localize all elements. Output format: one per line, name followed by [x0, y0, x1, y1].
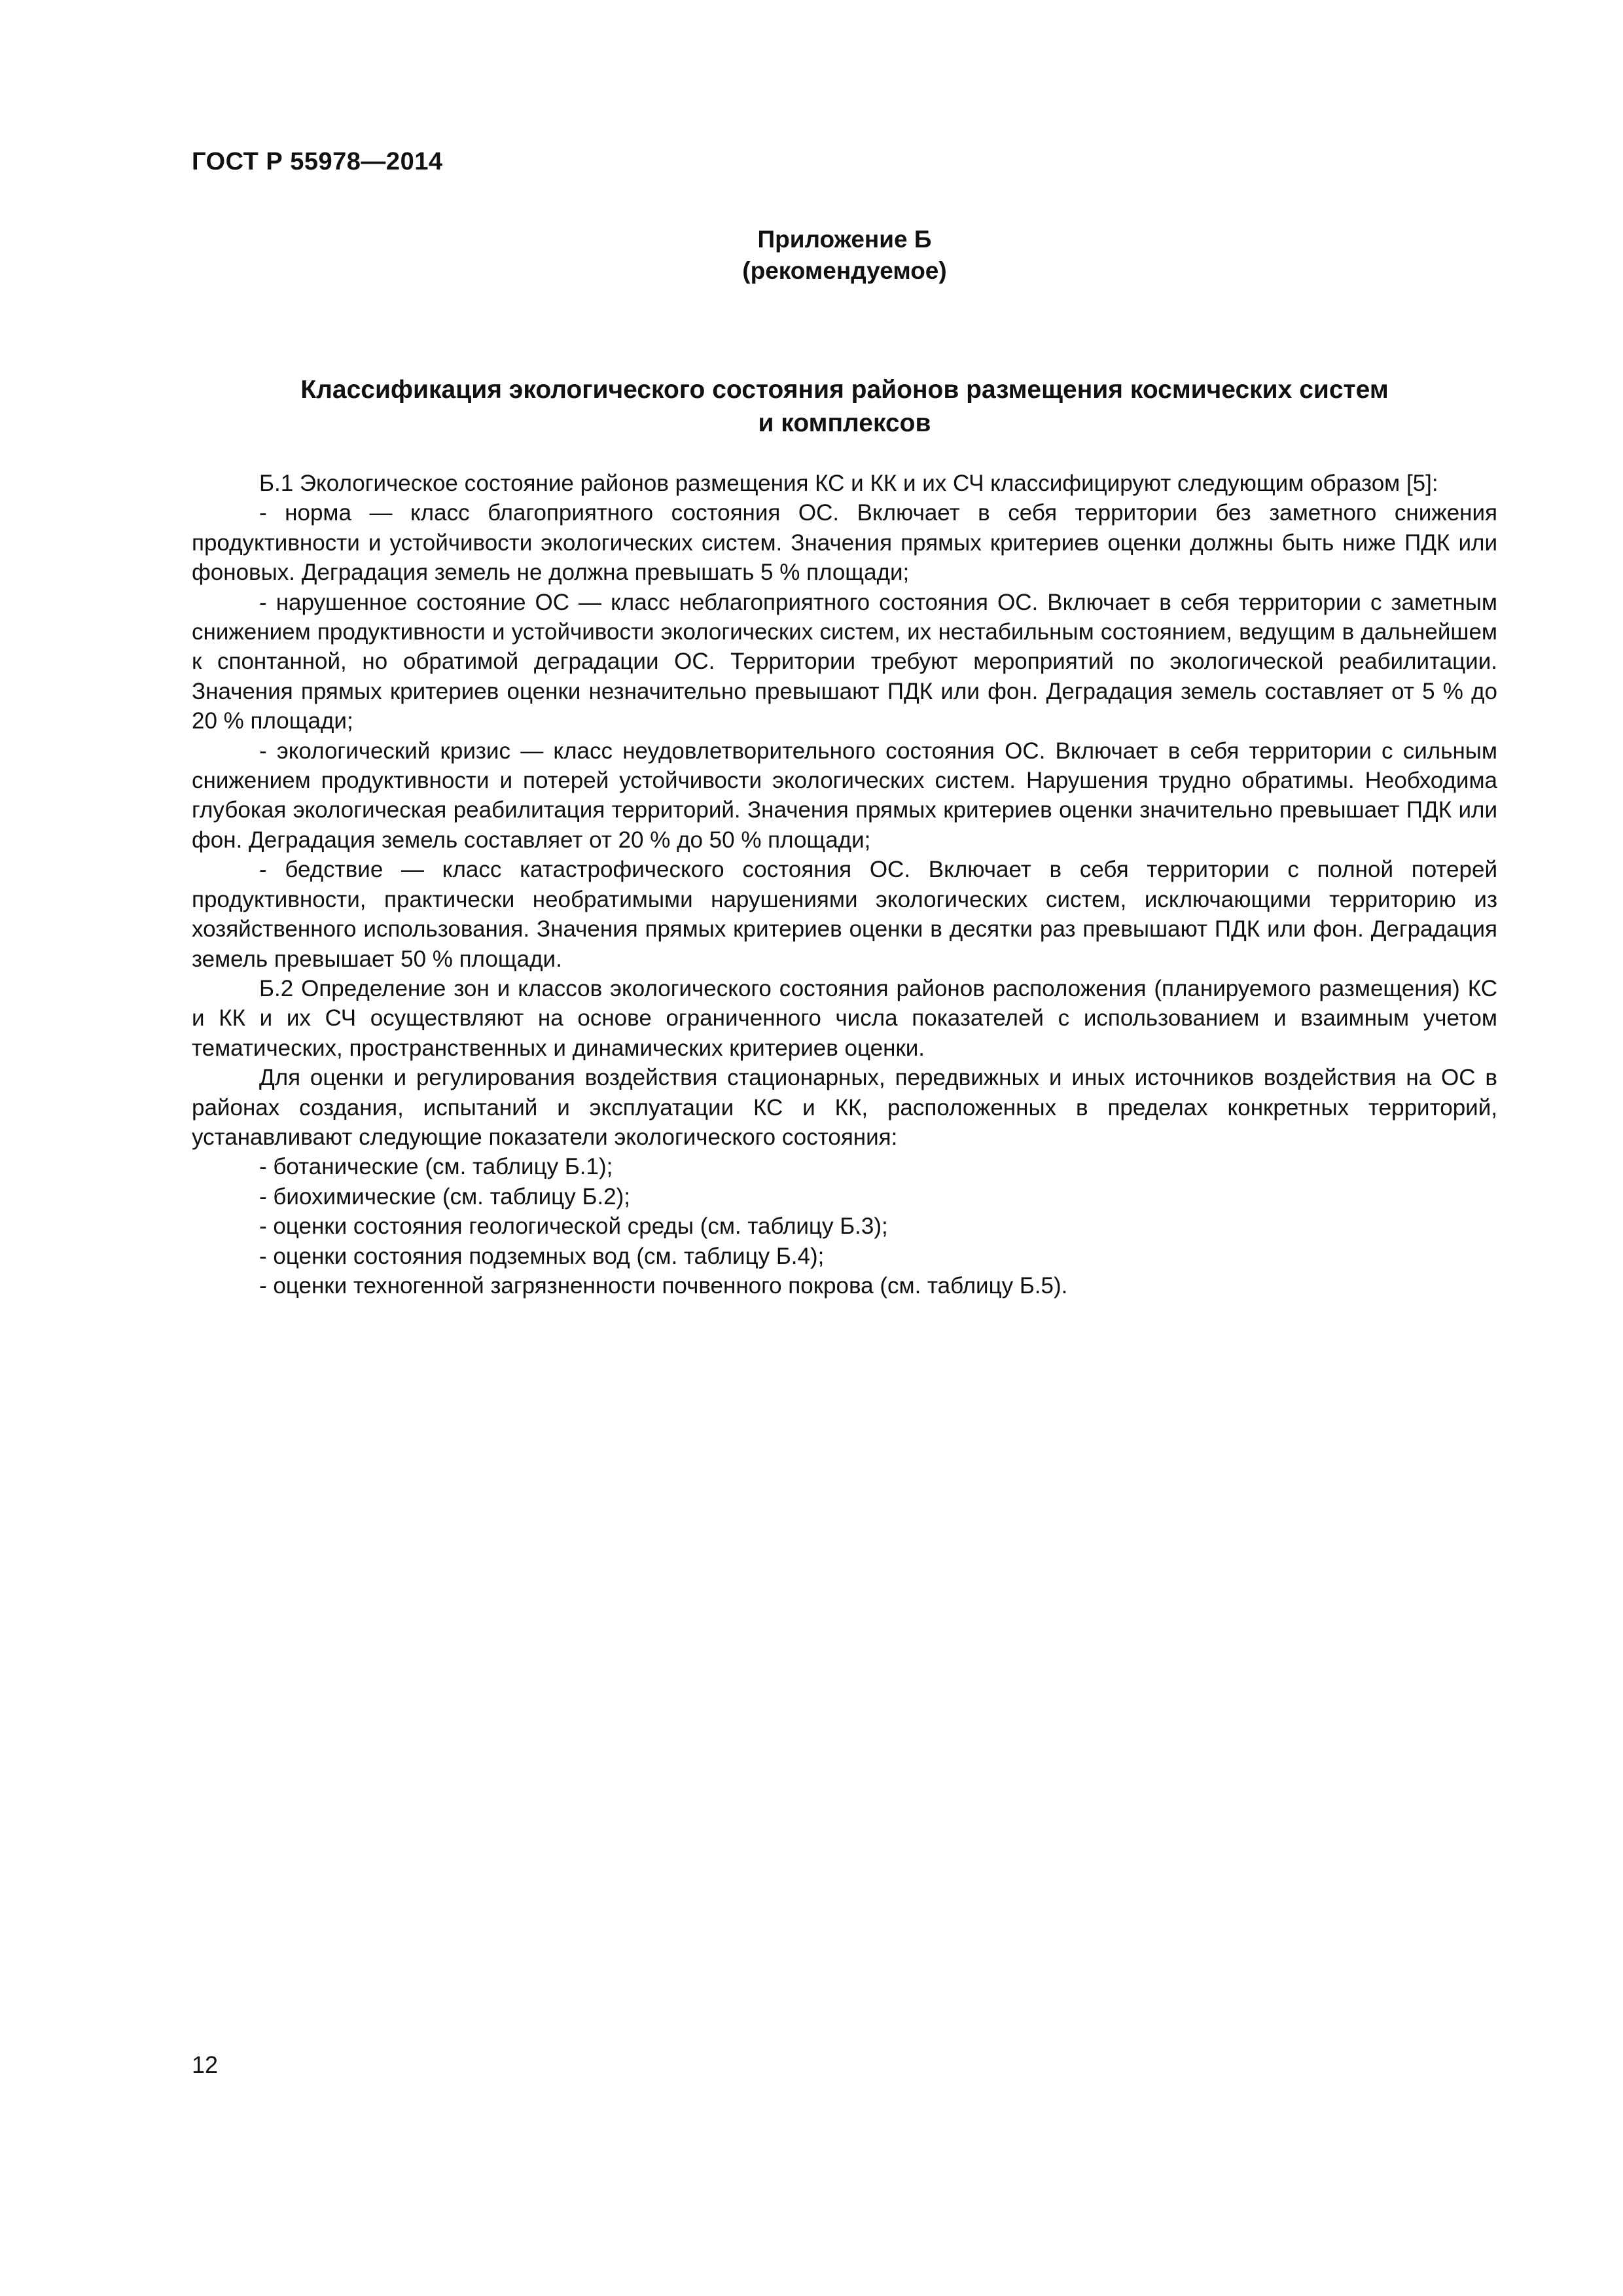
appendix-heading: [192, 224, 1497, 287]
paragraph-class-disaster: - бедствие — класс катастрофического состояния ОС. Включает в себя территории с полной потерей продуктивности, практически необратимыми нарушениями экологических систем, исключающими территорию из хозяйственного использования. Значения прямых критериев оценки в десятки раз превышают ПДК или фон. Деградация земель превышает 50 % площади.: [192, 857, 1497, 972]
list-item-soil-contamination: - оценки техногенной загрязненности почвенного покрова (см. таблицу Б.5).: [259, 1272, 1068, 1299]
list-item-geological: - оценки состояния геологической среды (см. таблицу Б.3);: [259, 1213, 888, 1240]
page-number: 12: [192, 2051, 219, 2078]
paragraph-class-disturbed: - нарушенное состояние ОС — класс неблагоприятного состояния ОС. Включает в себя территории с заметным снижением продуктивности и устойчивости экологических систем, их нестабильным состоянием, ведущим в дальнейшем к спонтанной, но обратимой деградации ОС. Территории требуют мероприятий по экологической реабилитации. Значения прямых критериев оценки незначительно превышают ПДК или фон. Деградация земель составляет от 5 % до 20 % площади;: [192, 589, 1497, 734]
section-title: [192, 373, 1497, 440]
paragraph-b1-intro: Б.1 Экологическое состояние районов размещения КС и КК и их СЧ классифицируют следующим образом [5]:: [259, 471, 1438, 496]
list-item-botanical: - ботанические (см. таблицу Б.1);: [259, 1154, 613, 1180]
paragraph-class-crisis: - экологический кризис — класс неудовлетворительного состояния ОС. Включает в себя территории с сильным снижением продуктивности и потерей устойчивости экологических систем. Нарушения трудно обратимы. Необходима глубокая экологическая реабилитация территорий. Значения прямых критериев оценки значительно превышает ПДК или фон. Деградация земель составляет от 20 % до 50 % площади;: [192, 738, 1497, 853]
appendix-label: Приложение Б: [757, 226, 932, 253]
paragraph-b2: Б.2 Определение зон и классов экологического состояния районов расположения (планируемого размещения) КС и КК и их СЧ осуществляют на основе ограниченного числа показателей с использованием и взаимным учетом тематических, пространственных и динамических критериев оценки.: [192, 975, 1497, 1061]
section-title-line-1: Классификация экологического состояния районов размещения космических систем: [300, 376, 1389, 404]
list-item-groundwater: - оценки состояния подземных вод (см. таблицу Б.4);: [259, 1243, 825, 1269]
paragraph-class-norm: - норма — класс благоприятного состояния ОС. Включает в себя территории без заметного снижения продуктивности и устойчивости экологических систем. Значения прямых критериев оценки должны быть ниже ПДК или фоновых. Деградация земель не должна превышать 5 % площади;: [192, 500, 1497, 586]
body-text: [192, 469, 1497, 1300]
appendix-status: (рекомендуемое): [742, 257, 947, 284]
document-code-header: ГОСТ Р 55978—2014: [192, 148, 443, 175]
section-title-line-2: и комплексов: [758, 409, 931, 437]
list-item-biochemical: - биохимические (см. таблицу Б.2);: [259, 1183, 630, 1210]
paragraph-indicators-intro: Для оценки и регулирования воздействия стационарных, передвижных и иных источников воздействия на ОС в районах создания, испытаний и эксплуатации КС и КК, расположенных в пределах конкретных территорий, устанавливают следующие показатели экологического состояния:: [192, 1065, 1497, 1150]
